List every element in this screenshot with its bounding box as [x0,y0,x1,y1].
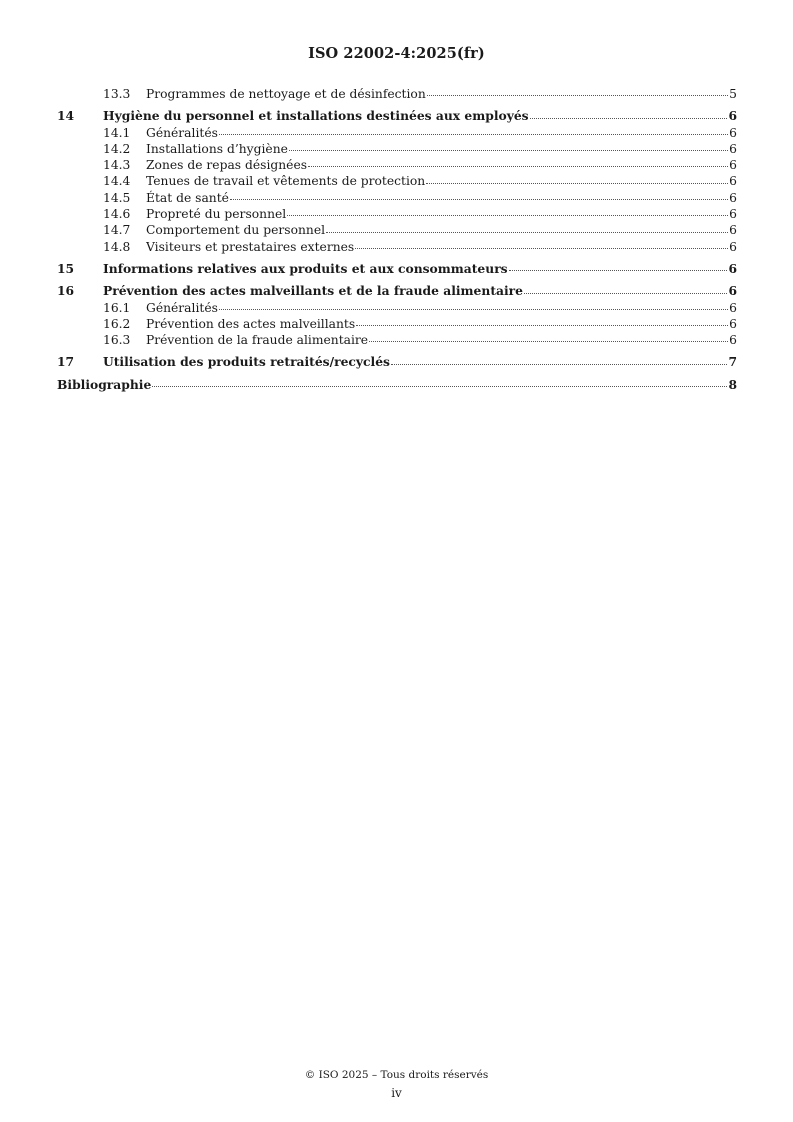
toc-entry-number: 14.7 [103,223,131,238]
copyright-notice: © ISO 2025 – Tous droits réservés [304,1069,489,1081]
toc-entry-title: Tenues de travail et vêtements de protection [146,174,426,189]
toc-entry-page: 6 [729,223,737,238]
toc-entry-number: 16.3 [103,333,131,348]
toc-entry-number: 16 [57,283,75,299]
toc-entry-14-7[interactable] [57,222,737,238]
toc-entry-title: Prévention des actes malveillants [146,316,356,331]
toc-entry-title: Généralités [146,300,218,315]
toc-entry-14[interactable] [57,108,737,124]
dot-leader [152,385,727,387]
toc-entry-number: 16.2 [103,316,131,331]
dot-leader [355,247,728,249]
toc-entry-title: Informations relatives aux produits et aux consommateurs [103,260,508,276]
toc-entry-page: 6 [729,141,737,156]
toc-entry-number: 14 [57,108,75,124]
toc-entry-title: Programmes de nettoyage et de désinfection [146,87,426,101]
toc-entry-title: Prévention des actes malveillants et de la fraude alimentaire [103,283,523,299]
toc-entry-page: 6 [728,260,737,276]
toc-entry-title: Visiteurs et prestataires externes [146,239,355,254]
toc-entry-title: Prévention de la fraude alimentaire [146,333,369,348]
toc-entry-14-2[interactable] [57,141,737,157]
toc-entry-number: 14.3 [103,158,131,173]
toc-entry-page: 6 [729,190,737,205]
toc-entry-16[interactable] [57,283,737,299]
toc-entry-14-5[interactable] [57,190,737,206]
dot-leader [287,214,728,216]
toc-entry-number: 14.4 [103,174,131,189]
toc-entry-page: 6 [729,300,737,315]
toc-entry-page: 6 [729,174,737,189]
toc-entry-number: 13.3 [103,87,131,101]
toc-entry-14-4[interactable] [57,173,737,189]
toc-entry-page: 6 [729,125,737,140]
toc-entry-title: Zones de repas désignées [146,158,308,173]
toc-entry-16-3[interactable] [57,332,737,348]
toc-entry-title: Comportement du personnel [146,223,326,238]
toc-entry-13-3[interactable] [57,86,737,102]
toc-entry-number: 14.1 [103,125,131,140]
toc-entry-page: 5 [729,87,737,101]
page-footer [0,1068,793,1100]
toc-entry-page: 6 [729,316,737,331]
dot-leader [326,231,728,233]
toc-entry-14-3[interactable] [57,157,737,173]
dot-leader [427,94,728,96]
toc-entry-number: 14.2 [103,141,131,156]
toc-entry-title: Propreté du personnel [146,207,287,222]
toc-entry-number: 14.6 [103,207,131,222]
toc-entry-page: 6 [729,158,737,173]
table-of-contents [57,86,737,393]
toc-entry-page: 6 [729,333,737,348]
document-header: ISO 22002-4:2025(fr) [308,45,485,62]
toc-entry-number: 16.1 [103,300,131,315]
toc-entry-number: 15 [57,260,75,276]
dot-leader [219,308,728,310]
dot-leader [509,269,728,271]
dot-leader [530,117,728,119]
dot-leader [356,324,728,326]
dot-leader [219,133,728,135]
toc-entry-page: 6 [728,108,737,124]
page-number: iv [391,1086,402,1100]
toc-entry-title: Bibliographie [57,376,152,392]
toc-entry-title: Utilisation des produits retraités/recyclés [103,354,390,370]
toc-entry-bibliography[interactable] [57,377,737,393]
dot-leader [308,165,728,167]
dot-leader [524,292,727,294]
toc-entry-page: 6 [729,207,737,222]
toc-entry-title: Généralités [146,125,218,140]
dot-leader [426,182,728,184]
toc-entry-page: 8 [728,376,737,392]
toc-entry-page: 6 [729,239,737,254]
toc-entry-14-1[interactable] [57,125,737,141]
toc-entry-16-2[interactable] [57,316,737,332]
toc-entry-14-8[interactable] [57,239,737,255]
dot-leader [369,340,728,342]
dot-leader [230,198,728,200]
toc-entry-title: État de santé [146,190,229,205]
toc-entry-17[interactable] [57,354,737,370]
toc-entry-15[interactable] [57,261,737,277]
toc-entry-number: 14.8 [103,239,131,254]
dot-leader [289,149,728,151]
toc-entry-16-1[interactable] [57,300,737,316]
toc-entry-page: 6 [728,283,737,299]
toc-entry-number: 17 [57,354,75,370]
toc-entry-page: 7 [728,354,737,370]
dot-leader [391,363,727,365]
toc-entry-title: Hygiène du personnel et installations destinées aux employés [103,108,529,124]
toc-entry-title: Installations d’hygiène [146,141,288,156]
toc-entry-14-6[interactable] [57,206,737,222]
toc-entry-number: 14.5 [103,190,131,205]
